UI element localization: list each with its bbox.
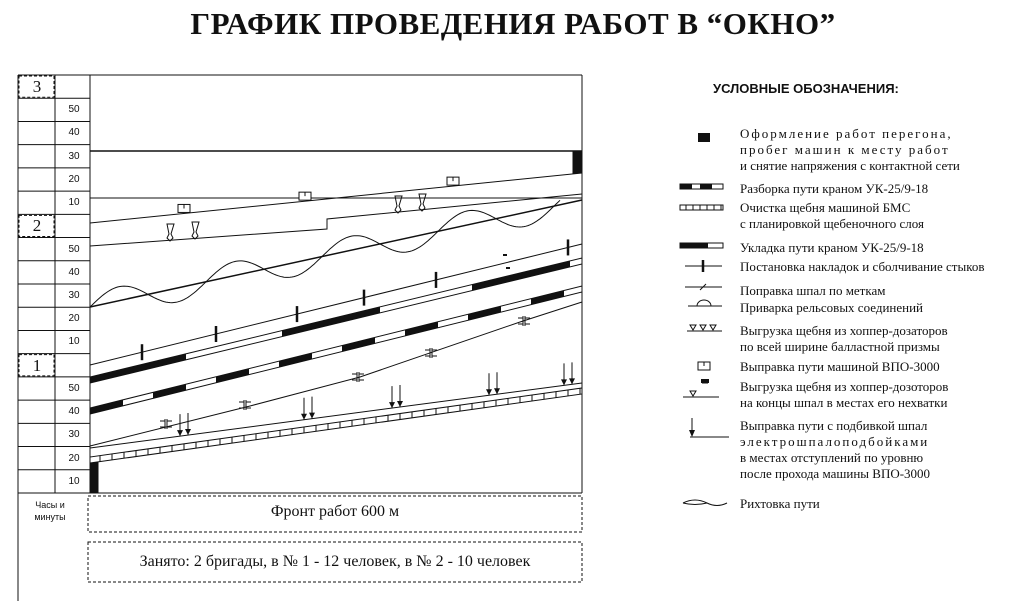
legend-heading: УСЛОВНЫЕ ОБОЗНАЧЕНИЯ:: [713, 81, 899, 96]
minute-label: 40: [68, 127, 80, 139]
hour-label: 2: [32, 216, 42, 236]
hopper-triangle: [690, 325, 696, 330]
hopper-unload-ends-icon: [395, 196, 402, 213]
tamping-arrowhead: [494, 388, 500, 394]
legend-segment: [680, 184, 692, 189]
legend-text: Очистка щебня машиной БМС: [740, 200, 911, 215]
legend-item: [740, 126, 960, 174]
hours-label: Часы и: [35, 500, 65, 510]
hopper-unload-ends-icon: [701, 379, 709, 383]
tamping-arrowhead: [486, 389, 492, 395]
minute-label: 50: [68, 243, 80, 255]
hopper-triangle: [690, 391, 696, 396]
legend-text: электрошпалоподбойками: [740, 434, 930, 449]
minute-label: 20: [68, 313, 80, 325]
track-alignment-icon: [683, 500, 727, 506]
tamping-arrowhead: [561, 379, 567, 385]
minute-label: 50: [68, 104, 80, 116]
tamping-arrowhead: [389, 402, 395, 408]
minute-label: 10: [68, 197, 80, 209]
track-dismantling-segment: [531, 290, 564, 304]
crew-occupied-label: Занято: 2 бригады, в № 1 - 12 человек, в № 2 - 10 человек: [139, 553, 531, 570]
track-dismantling-segment: [468, 306, 501, 320]
legend-item: [740, 259, 985, 275]
hopper-triangle: [710, 325, 716, 330]
legend-text: Выправка пути с подбивкой шпал: [740, 418, 928, 433]
legend-item: [740, 200, 924, 232]
track-dismantling-segment: [153, 384, 186, 398]
minute-label: 30: [68, 290, 80, 301]
legend-text: в местах отступлений по уровню: [740, 450, 924, 465]
legend-item: [740, 359, 940, 375]
tamping-arrowhead: [185, 429, 191, 435]
legend-text: Постановка накладок и сболчивание стыков: [740, 259, 985, 274]
legend-text: Поправка шпал по меткам: [740, 283, 886, 298]
hopper-unload-ends-icon: [419, 194, 426, 211]
track-alignment-line: [90, 200, 582, 307]
legend-text: Укладка пути краном УК-25/9-18: [740, 240, 924, 255]
black-block-icon: [698, 133, 710, 142]
legend-text: на концы шпал в местах его нехватки: [740, 395, 948, 410]
hopper-unload-ends-icon: [167, 224, 174, 241]
track-dismantling-segment: [405, 322, 438, 336]
legend-item: [740, 300, 923, 316]
minute-label: 40: [68, 266, 80, 278]
minute-label: 10: [68, 336, 80, 348]
legend-item: [740, 283, 885, 299]
minute-label: 20: [68, 173, 80, 185]
legend-text: Приварка рельсовых соединений: [740, 300, 923, 315]
legend-item: [740, 181, 928, 197]
work-front-label: Фронт работ 600 м: [270, 503, 400, 520]
hours-minutes-label: [20, 499, 80, 523]
hour-label: 1: [32, 355, 42, 375]
legend-text: Оформление работ перегона,: [740, 126, 953, 141]
tamping-arrowhead: [301, 414, 307, 420]
minute-label: 40: [68, 406, 80, 418]
arrowhead: [689, 430, 695, 437]
track-dismantling-segment: [342, 337, 375, 351]
hour-label: 3: [32, 77, 42, 96]
track-dismantling-segment: [279, 353, 312, 367]
weld-arc: [697, 300, 711, 306]
legend-text: с планировкой щебеночного слоя: [740, 216, 925, 231]
legend-item: [740, 418, 930, 482]
legend-text: Рихтовка пути: [740, 496, 820, 511]
minute-label: 50: [68, 382, 80, 394]
page-title: ГРАФИК ПРОВЕДЕНИЯ РАБОТ В “ОКНО”: [190, 6, 836, 41]
legend-text: Выгрузка щебня из хоппер-дозоторов: [740, 379, 949, 394]
legend-text: по всей ширине балластной призмы: [740, 339, 940, 354]
legend-text: Выгрузка щебня из хоппер-дозаторов: [740, 323, 948, 338]
hopper-unload-ends-icon: [192, 222, 199, 239]
minute-label: 30: [68, 429, 80, 441]
legend-text: после прохода машины ВПО-3000: [740, 466, 931, 481]
legend-text: Выправка пути машиной ВПО-3000: [740, 359, 940, 374]
minutes-label: минуты: [34, 512, 66, 522]
hopper-unload-ends-mark: [503, 254, 507, 256]
minute-label: 30: [68, 150, 80, 162]
legend-text: и снятие напряжения с контактной сети: [740, 158, 960, 173]
track-dismantling-segment: [90, 400, 123, 414]
track-laying-segment: [472, 261, 570, 291]
tamping-arrowhead: [177, 430, 183, 436]
legend-segment: [700, 184, 712, 189]
minute-label: 10: [68, 475, 80, 487]
tamping-arrowhead: [569, 378, 575, 384]
tamping-arrowhead: [309, 413, 315, 419]
legend-item: [740, 379, 948, 411]
legend-text: пробег машин к месту работ: [740, 142, 950, 157]
legend-segment: [680, 243, 708, 248]
legend-text: Разборка пути краном УК-25/9-18: [740, 181, 929, 196]
legend-item: [740, 496, 820, 512]
hopper-unload-ends-mark: [506, 267, 510, 269]
hopper-triangle: [700, 325, 706, 330]
rail-welding-icon: [239, 400, 251, 410]
track-dismantling-segment: [216, 369, 249, 383]
minute-label: 20: [68, 452, 80, 464]
final-formalities-block: [573, 151, 582, 173]
hopper-unload-line: [90, 194, 582, 246]
rail-welding-icon: [352, 372, 364, 382]
tamping-arrowhead: [397, 401, 403, 407]
legend-item: [740, 240, 924, 256]
legend-item: [740, 323, 948, 355]
track-laying-segment: [90, 354, 186, 383]
